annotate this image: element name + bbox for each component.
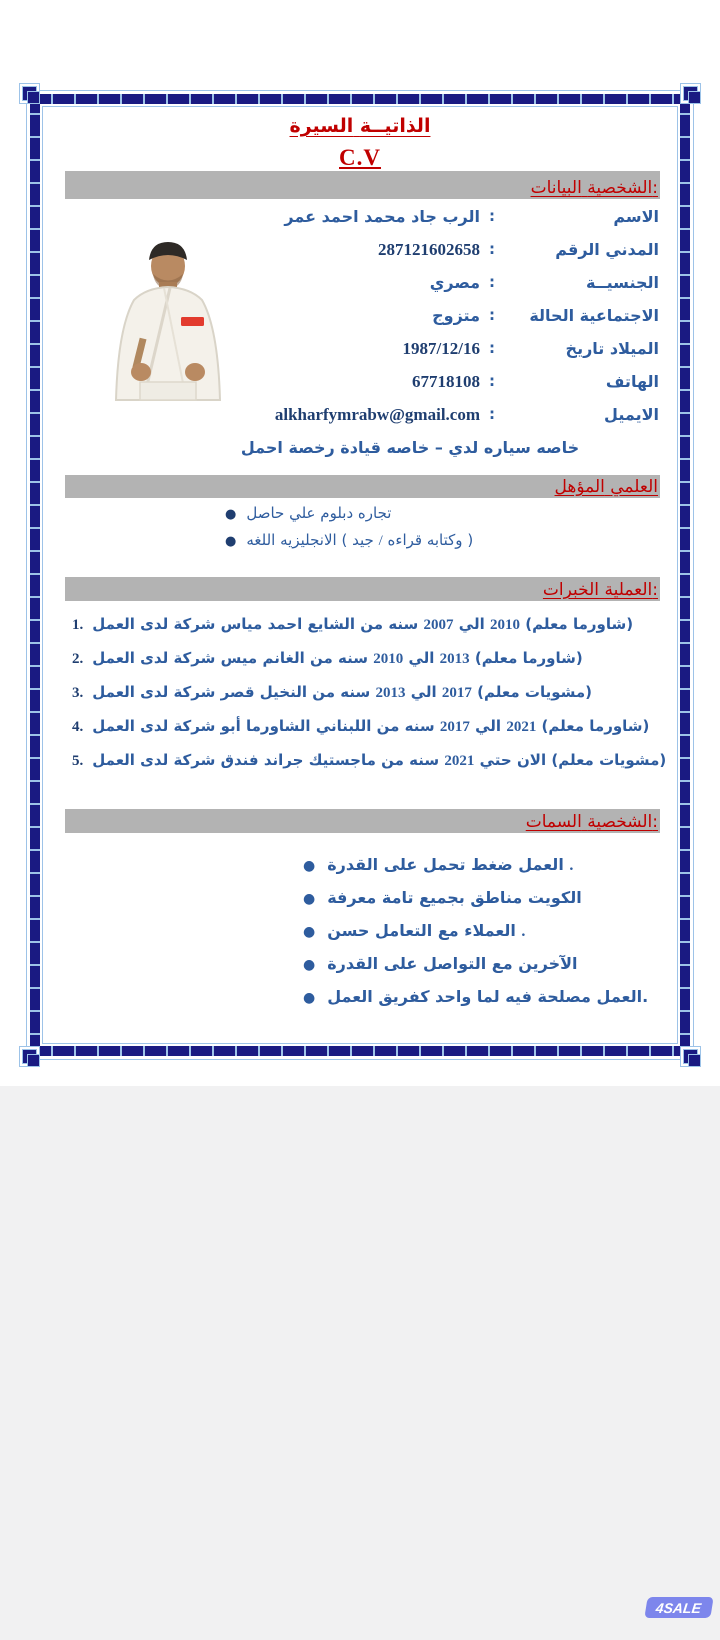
experience-item-text: العمل لدى شركة ميس الغانم من سنه 2010 الي 2013 (معلم شاورما) <box>92 649 583 667</box>
traits-list <box>43 855 677 1020</box>
field-value: 1987/12/16 <box>402 339 480 358</box>
item-number: 4. <box>72 719 84 735</box>
experience-item-text: العمل لدى شركة فندق جراند ماجستيك من سنه 2021 حتي الان (معلم مشويات) <box>92 751 667 769</box>
education-item-text: اللغه الانجليزيه ( جيد / قراءه وكتابه ) <box>246 531 474 549</box>
section-bar-experience <box>65 577 660 601</box>
field-label: الهاتف <box>605 372 659 391</box>
education-item <box>43 531 677 558</box>
field-label: الرقم المدني <box>555 240 659 259</box>
document-border-band-right <box>680 94 690 1056</box>
trait-item <box>43 888 677 921</box>
cv-title-arabic: السيرة الذاتيــة <box>289 115 431 137</box>
item-number: 1. <box>72 617 84 633</box>
bullet-icon: ● <box>303 891 316 907</box>
section-title-experience: الخبرات العملية: <box>542 580 658 600</box>
field-row-birthdate <box>43 335 677 368</box>
field-separator: : <box>489 207 495 225</box>
field-row-email <box>43 401 677 434</box>
bullet-icon: ● <box>303 924 316 940</box>
trait-item <box>43 987 677 1020</box>
trait-item-text: حسن التعامل مع العملاء . <box>327 921 526 940</box>
field-value: عمر احمد محمد جاد الرب <box>284 207 480 226</box>
cv-content <box>43 107 677 1043</box>
field-label: تاريخ الميلاد <box>565 339 659 358</box>
personal-data-rows <box>43 203 677 434</box>
section-bar-education <box>65 475 660 498</box>
cv-document <box>26 90 694 1060</box>
document-border-band-left <box>30 94 40 1056</box>
field-separator: : <box>489 273 495 291</box>
field-row-name <box>43 203 677 236</box>
section-title-education: المؤهل العلمي <box>554 477 658 497</box>
experience-item <box>43 649 677 683</box>
field-value: متزوج <box>432 306 480 325</box>
cv-title-english: C.V <box>339 145 381 170</box>
field-value: 287121602658 <box>378 240 480 259</box>
education-item-text: حاصل علي دبلوم تجاره <box>246 504 392 522</box>
experience-item-text: العمل لدى شركة أبو الشاورما اللبناني من سنه 2017 الي 2021 (معلم شاورما) <box>92 717 650 735</box>
bullet-icon: ● <box>225 534 237 549</box>
item-number: 2. <box>72 651 84 667</box>
section-title-traits: السمات الشخصية: <box>525 812 658 832</box>
experience-item <box>43 615 677 649</box>
trait-item-text: معرفة تامة بجميع مناطق الكويت <box>327 888 582 907</box>
experience-item-text: العمل لدى شركة قصر النخيل من سنه 2013 الي 2017 (معلم مشويات) <box>92 683 593 701</box>
trait-item <box>43 921 677 954</box>
section-bar-personal <box>65 171 660 199</box>
section-bar-traits <box>65 809 660 833</box>
bullet-icon: ● <box>303 957 316 973</box>
experience-item <box>43 717 677 751</box>
field-label: الجنسيــة <box>585 273 659 292</box>
bullet-icon: ● <box>303 858 316 874</box>
4sale-watermark-badge <box>644 1597 713 1618</box>
section-title-personal: البيانات الشخصية: <box>530 178 658 198</box>
bullet-icon: ● <box>225 507 237 522</box>
border-corner-ornament <box>22 1049 37 1064</box>
4sale-brand-text: 4SALE <box>655 1599 703 1616</box>
trait-item-text: القدرة على تحمل ضغط العمل . <box>327 855 574 874</box>
border-corner-ornament <box>683 1049 698 1064</box>
experience-item <box>43 683 677 717</box>
bullet-icon: ● <box>303 990 316 1006</box>
app-background-area <box>0 1086 720 1640</box>
field-separator: : <box>489 306 495 324</box>
item-number: 3. <box>72 685 84 701</box>
field-label: الايميل <box>604 405 659 424</box>
trait-item <box>43 855 677 888</box>
license-note: احمل رخصة قيادة خاصه – لدي سياره خاصه <box>240 438 580 457</box>
border-corner-ornament <box>683 86 698 101</box>
field-row-nationality <box>43 269 677 302</box>
item-number: 5. <box>72 753 84 769</box>
trait-item-text: القدرة على التواصل مع الآخرين <box>327 954 578 973</box>
field-row-civil-id <box>43 236 677 269</box>
field-value: مصري <box>429 273 480 292</box>
field-separator: : <box>489 372 495 390</box>
field-row-phone <box>43 368 677 401</box>
document-border-band-top <box>30 94 690 104</box>
field-separator: : <box>489 339 495 357</box>
field-separator: : <box>489 240 495 258</box>
experience-list <box>43 615 677 785</box>
experience-item-text: العمل لدى شركة مياس احمد الشايع من سنه 2007 الي 2010 (معلم شاورما) <box>92 615 634 633</box>
document-border-band-bottom <box>30 1046 690 1056</box>
field-label: الاسم <box>613 207 659 226</box>
field-value-email: alkharfymrabw@gmail.com <box>274 405 480 424</box>
field-label: الحالة الاجتماعية <box>529 306 659 325</box>
experience-item <box>43 751 677 785</box>
trait-item-text: العمل كفريق واحد لما فيه مصلحة العمل. <box>327 987 649 1006</box>
field-row-marital-status <box>43 302 677 335</box>
field-separator: : <box>489 405 495 423</box>
education-list <box>43 504 677 558</box>
education-item <box>43 504 677 531</box>
field-value: 67718108 <box>412 372 480 391</box>
trait-item <box>43 954 677 987</box>
border-corner-ornament <box>22 86 37 101</box>
